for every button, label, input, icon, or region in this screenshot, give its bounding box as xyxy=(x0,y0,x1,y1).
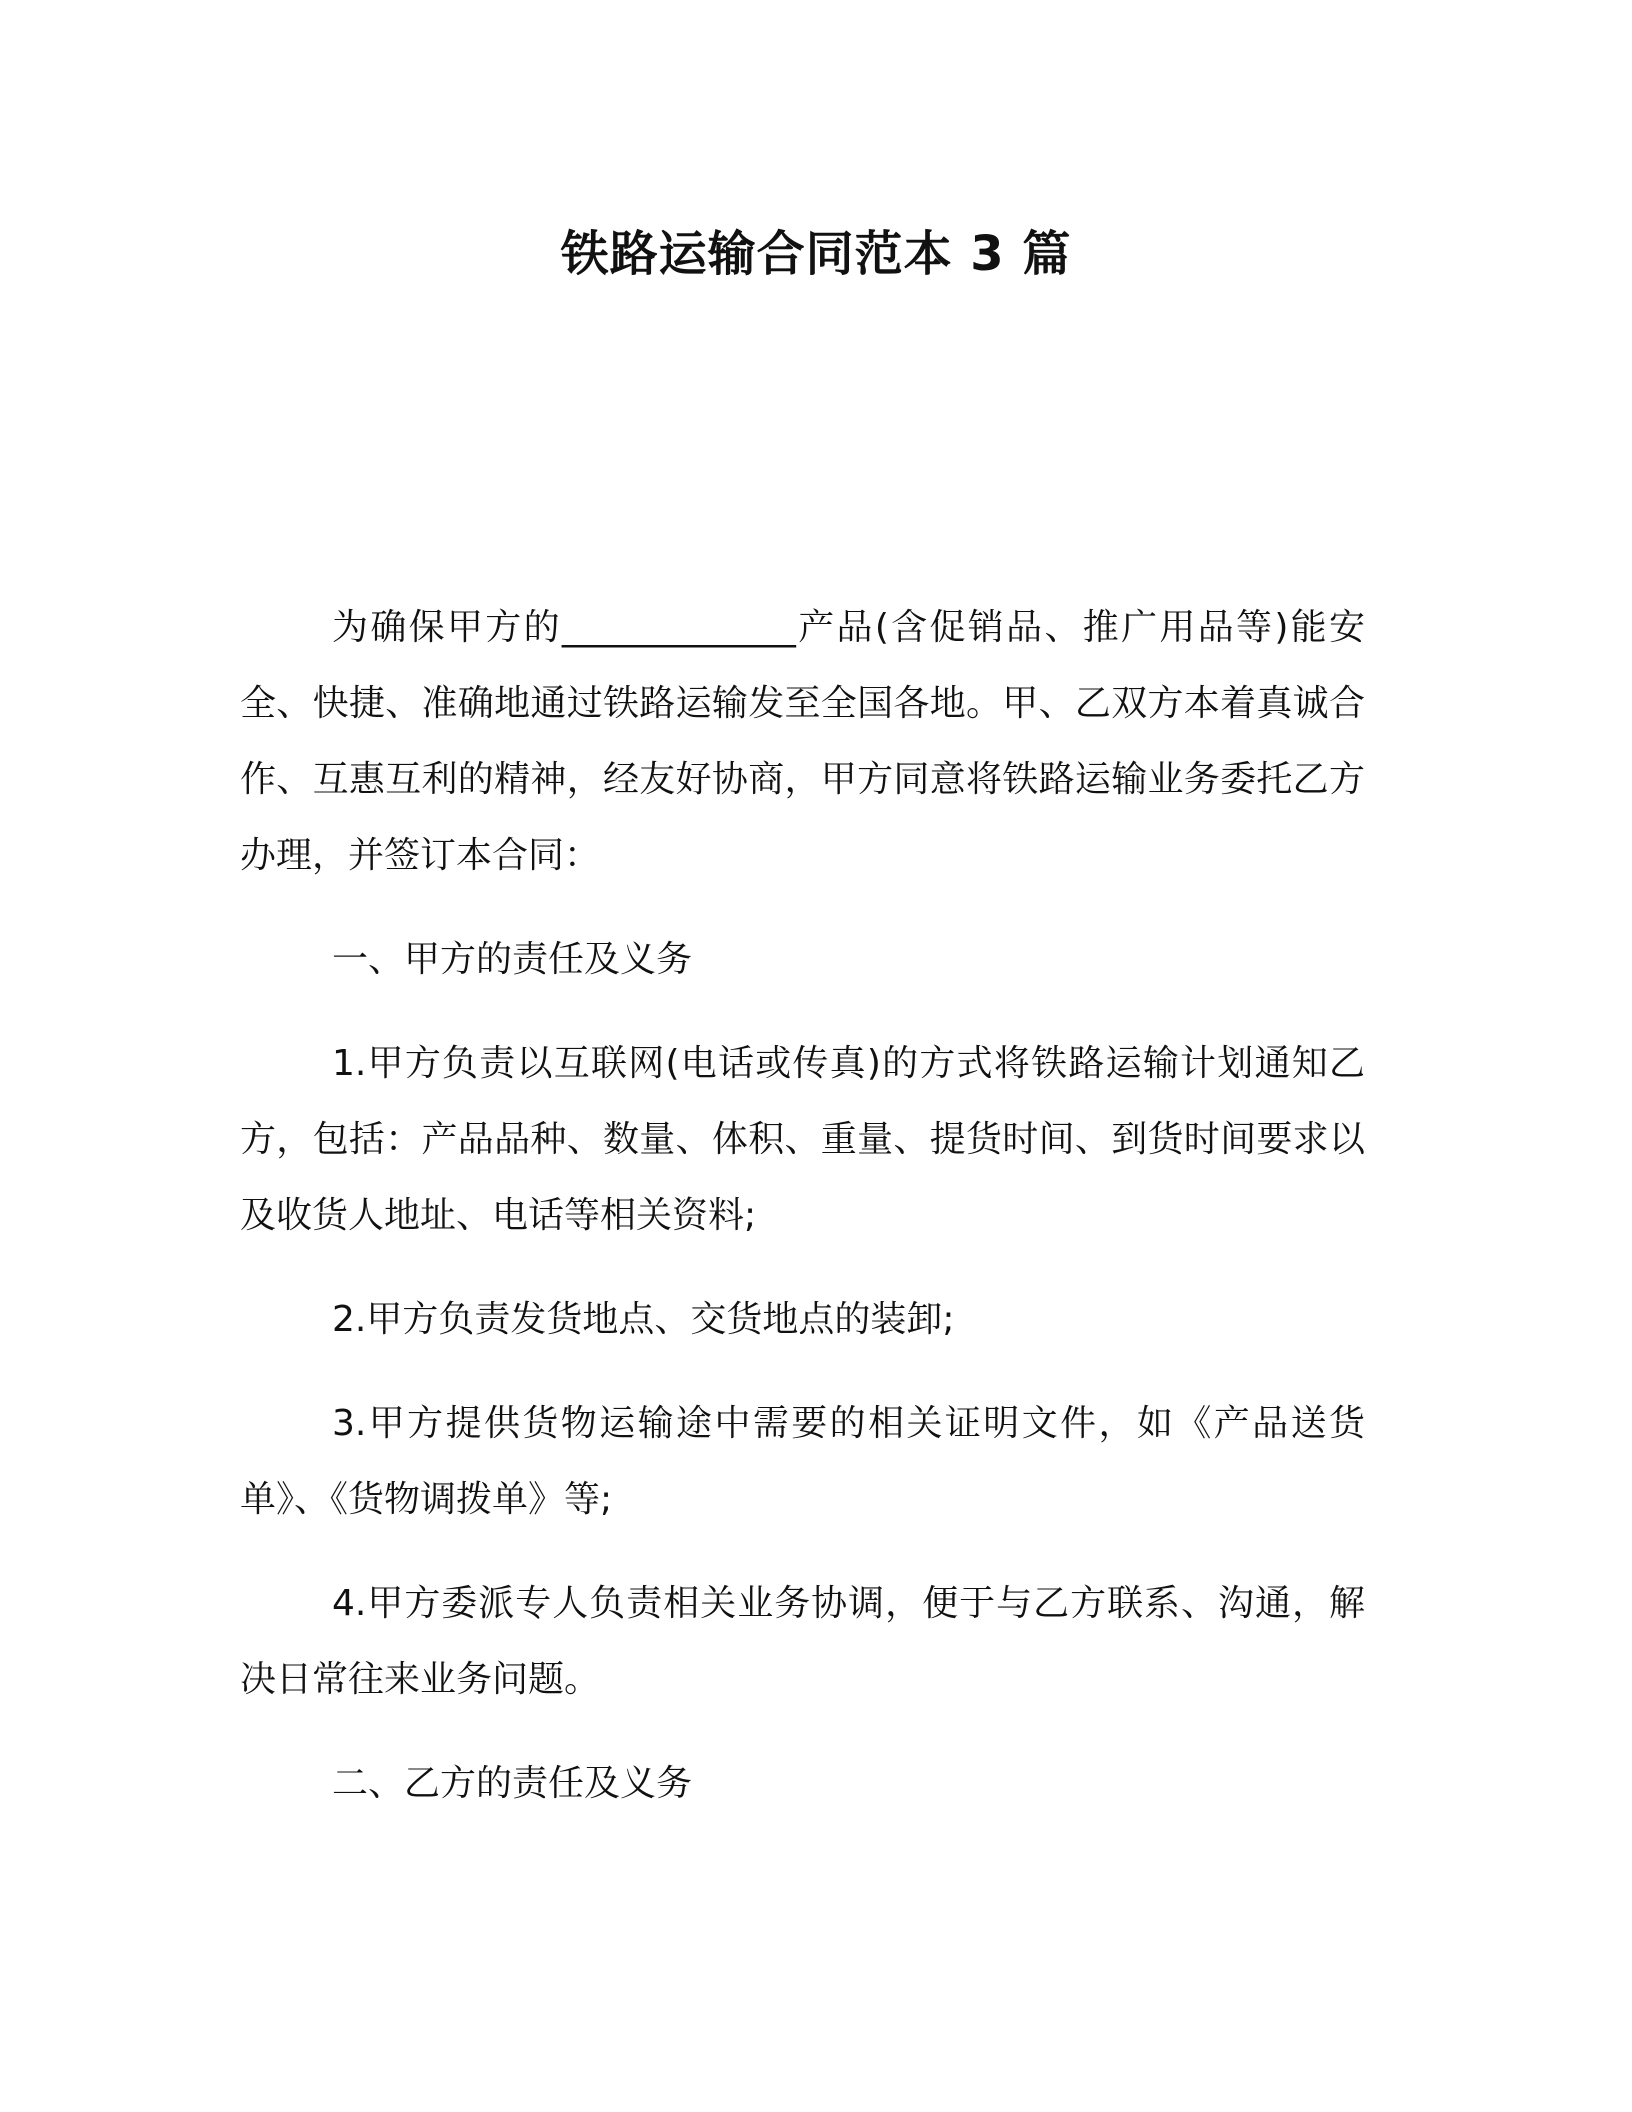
section-heading-party-a: 一、甲方的责任及义务 xyxy=(332,939,693,980)
section-heading-party-b: 二、乙方的责任及义务 xyxy=(332,1763,693,1804)
document-body xyxy=(240,590,1365,1822)
clause-paragraph: 4.甲方委派专人负责相关业务协调，便于与乙方联系、沟通，解决日常往来业务问题。 xyxy=(240,1583,1365,1700)
clause-paragraph: 3.甲方提供货物运输途中需要的相关证明文件，如《产品送货单》、《货物调拨单》等; xyxy=(240,1403,1365,1520)
clause-paragraph: 2.甲方负责发货地点、交货地点的装卸; xyxy=(332,1299,955,1340)
intro-paragraph: 为确保甲方的_____________产品(含促销品、推广用品等)能安全、快捷、准确地通过铁路运输发至全国各地。甲、乙双方本着真诚合作、互惠互利的精神，经友好协商，甲方同意将铁路运输业务委托乙方办理，并签订本合同： xyxy=(240,607,1365,876)
clause-paragraph: 1.甲方负责以互联网(电话或传真)的方式将铁路运输计划通知乙方，包括：产品品种、数量、体积、重量、提货时间、到货时间要求以及收货人地址、电话等相关资料; xyxy=(240,1043,1365,1236)
document-title: 铁路运输合同范本 3 篇 xyxy=(560,226,1072,282)
